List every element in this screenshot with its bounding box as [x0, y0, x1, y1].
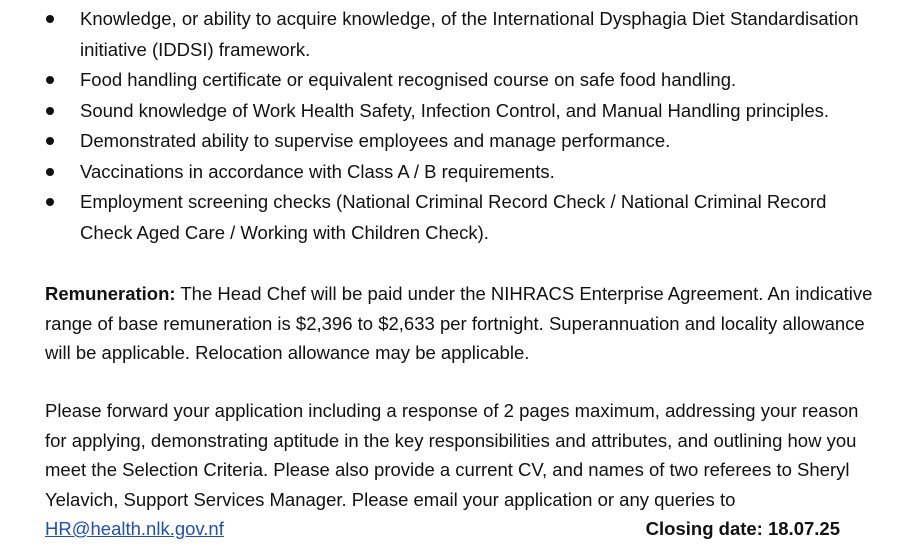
- bullet-icon: [46, 198, 54, 206]
- selection-criteria-list: [0, 4, 900, 248]
- list-item-text: Sound knowledge of Work Health Safety, Infection Control, and Manual Handling principles.: [80, 99, 829, 121]
- email-link[interactable]: HR@health.nlk.gov.nf: [45, 518, 224, 539]
- closing-date: Closing date: 18.07.25: [645, 518, 840, 539]
- bullet-icon: [46, 107, 54, 115]
- list-item-text: Employment screening checks (National Criminal Record Check / National Criminal Record Check Aged Care / Working with Children Check).: [80, 191, 827, 243]
- list-item-text: Demonstrated ability to supervise employees and manage performance.: [80, 130, 671, 151]
- list-item: [0, 126, 900, 157]
- remuneration-text: The Head Chef will be paid under the NIHRACS Enterprise Agreement. An indicative range of base remuneration is $2,396 to $2,633 per fortnight. Superannuation and locality allowance will be applicable. Relocation allowance may be applicable.: [45, 283, 873, 363]
- application-text: Please forward your application including a response of 2 pages maximum, addressing your reason for applying, demonstrating aptitude in the key responsibilities and attributes, and outlining how you meet the Selection Criteria. Please also provide a current CV, and names of two referees to Sheryl Yelavich, Support Services Manager. Please email your application or any queries to: [45, 400, 859, 510]
- bullet-icon: [46, 168, 54, 176]
- bullet-icon: [46, 137, 54, 145]
- list-item-text: Vaccinations in accordance with Class A / B requirements.: [80, 160, 555, 182]
- bullet-icon: [46, 76, 54, 84]
- list-item: [0, 157, 900, 188]
- remuneration-paragraph: [45, 279, 880, 368]
- remuneration-label: Remuneration:: [45, 283, 176, 304]
- list-item: [0, 96, 900, 127]
- list-item: [0, 65, 900, 96]
- list-item: [0, 4, 900, 65]
- list-item-text: Food handling certificate or equivalent recognised course on safe food handling.: [80, 69, 737, 90]
- list-item: [0, 187, 900, 248]
- bullet-icon: [46, 15, 54, 23]
- list-item-text: Knowledge, or ability to acquire knowledge, of the International Dysphagia Diet Standardisation initiative (IDDSI) framework.: [80, 8, 859, 60]
